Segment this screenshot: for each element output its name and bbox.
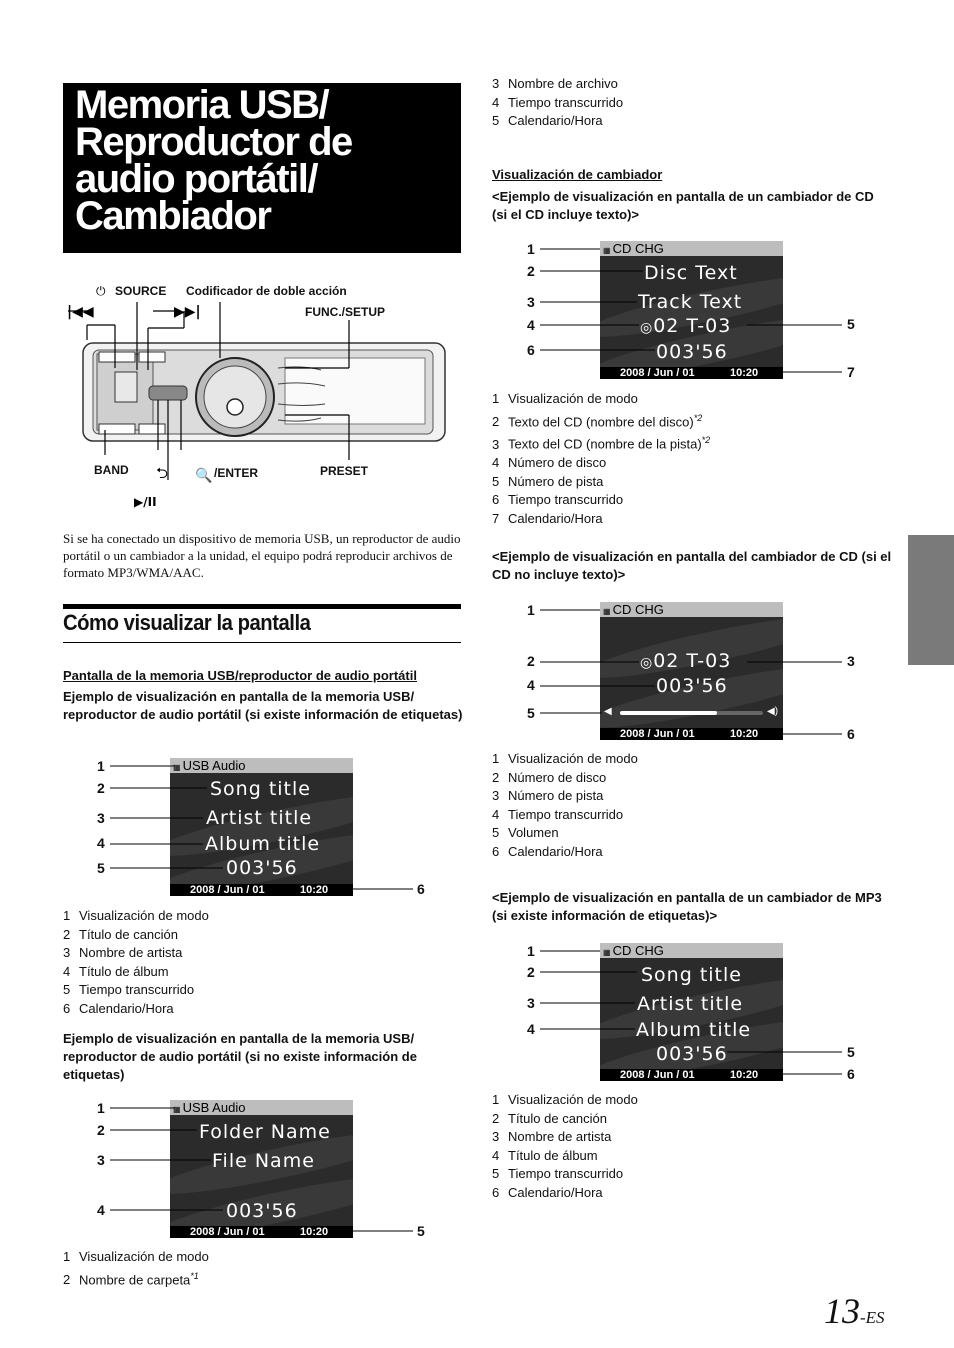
lcd-date: 2008 / Jun / 01 xyxy=(620,367,695,379)
lcd-line-2: File Name xyxy=(212,1150,315,1172)
list-item: 3 Nombre de archivo xyxy=(492,76,618,91)
section-heading: Cómo visualizar la pantalla xyxy=(63,610,311,635)
usb-example-2-list xyxy=(63,1248,209,1289)
title-block xyxy=(63,83,461,253)
lcd-line-3: Album title xyxy=(205,833,321,855)
list-item: 2 Texto del CD (nombre del disco)$^{*2}$ xyxy=(492,412,703,429)
list-item: 3 Nombre de artista xyxy=(492,1129,612,1144)
list-item: 3 Nombre de artista xyxy=(63,945,183,960)
power-icon: ⏻ xyxy=(96,284,106,298)
section-rule-top xyxy=(63,604,461,609)
list-item: 2 Título de canción xyxy=(492,1110,608,1126)
changer-example-2-list xyxy=(492,750,638,861)
list-item: 4 Tiempo transcurrido xyxy=(492,94,624,110)
device-illustration xyxy=(63,280,461,510)
lcd-cd-notext-callouts: 1 2 4 5 3 6 xyxy=(527,602,855,742)
list-item: 2 Número de disco xyxy=(492,769,607,785)
changer-example-3-list xyxy=(492,1091,638,1202)
list-item: 6 Calendario/Hora xyxy=(63,1000,174,1016)
lcd-date: 2008 / Jun / 01 xyxy=(190,884,265,896)
source-label: SOURCE xyxy=(115,284,167,298)
section-rule-bottom xyxy=(63,642,461,643)
disc-icon: ◎ xyxy=(640,655,654,671)
list-item: 3 Texto del CD (nombre de la pista)$^{*2}$ xyxy=(492,435,711,452)
lcd-line-3: Album title xyxy=(636,1019,752,1041)
lcd-mp3-tags-callouts: 1 2 3 4 5 6 xyxy=(527,943,855,1082)
list-item: 1 Visualización de modo xyxy=(492,391,638,406)
usb-example-1-title: Ejemplo de visualización en pantalla de la memoria USB/ reproductor de audio portátil (si existe información de etiquetas) xyxy=(63,689,463,722)
next-icon: ▶▶| xyxy=(174,304,201,320)
mode-icon: ▦ xyxy=(603,607,610,616)
changer-example-1-title: <Ejemplo de visualización en pantalla de un cambiador de CD (si el CD incluye texto)> xyxy=(492,189,874,222)
lcd-line-4: 003'56 xyxy=(656,341,728,363)
list-item: 5 Calendario/Hora xyxy=(492,113,603,128)
lcd-line-1: Folder Name xyxy=(199,1121,331,1143)
page-title: Memoria USB/ Reproductor de audio portátil/ Cambiador xyxy=(75,83,352,238)
lcd-line-4: 003'56 xyxy=(226,857,298,879)
list-item: 5 Tiempo transcurrido xyxy=(63,982,195,997)
lcd-line-1: Disc Text xyxy=(644,262,738,284)
usb-subheading: Pantalla de la memoria USB/reproductor de audio portátil xyxy=(63,668,417,683)
mode-icon: ▦ xyxy=(603,948,610,957)
band-label: BAND xyxy=(94,463,129,477)
func-setup-label: FUNC./SETUP xyxy=(305,305,386,319)
lcd-time: 10:20 xyxy=(300,884,329,896)
list-item: 6 Calendario/Hora xyxy=(492,843,603,859)
list-item: 4 Título de álbum xyxy=(63,963,169,979)
changer-example-2-title: <Ejemplo de visualización en pantalla del cambiador de CD (si el CD no incluye texto)> xyxy=(492,549,892,582)
usb-example-2-list-cont xyxy=(492,75,623,131)
list-item: 4 Tiempo transcurrido xyxy=(492,806,624,822)
prev-icon: |◀◀ xyxy=(67,304,94,320)
disc-icon: ◎ xyxy=(640,320,654,336)
preset-label: PRESET xyxy=(320,464,369,478)
lcd-time: 10:20 xyxy=(300,1226,329,1238)
volume-low-icon: ◀ xyxy=(604,706,612,717)
usb-example-1-list xyxy=(63,907,209,1018)
mode-icon: ▦ xyxy=(173,1105,180,1114)
section-tab xyxy=(908,535,954,665)
lcd-mode-text: CD CHG xyxy=(612,602,664,617)
list-item: 1 Visualización de modo xyxy=(63,1249,209,1264)
list-item: 5 Volumen xyxy=(492,825,559,840)
page-number xyxy=(824,1290,885,1332)
list-item: 2 Nombre de carpeta$^{*1}$ xyxy=(63,1270,199,1287)
lcd-line-3: 003'56 xyxy=(226,1200,298,1222)
list-item: 6 Calendario/Hora xyxy=(492,1184,603,1200)
lcd-line-2: 003'56 xyxy=(656,675,728,697)
changer-example-3-title: <Ejemplo de visualización en pantalla de un cambiador de MP3 (si existe información de etiquetas)> xyxy=(492,890,882,923)
list-item: 4 Título de álbum xyxy=(492,1147,598,1163)
lcd-line-1: Song title xyxy=(641,964,742,986)
lcd-line-2: Artist title xyxy=(637,993,744,1015)
usb-example-2-title: Ejemplo de visualización en pantalla de la memoria USB/ reproductor de audio portátil (si no existe información de etiquetas) xyxy=(63,1031,417,1082)
lcd-mode-text: USB Audio xyxy=(182,758,246,773)
list-item: 1 Visualización de modo xyxy=(63,908,209,923)
lcd-line-1: Song title xyxy=(210,778,311,800)
lcd-mode-text: CD CHG xyxy=(612,241,664,256)
list-item: 1 Visualización de modo xyxy=(492,1092,638,1107)
lcd-mode-text: CD CHG xyxy=(612,943,664,958)
lcd-line-2: Artist title xyxy=(206,807,313,829)
lcd-line-3: ◎02 T-03 xyxy=(640,315,732,337)
lcd-date: 2008 / Jun / 01 xyxy=(620,728,695,740)
lcd-mode-text: USB Audio xyxy=(182,1100,246,1115)
lcd-usb-tags-callouts: 1 2 3 4 5 6 xyxy=(97,758,425,897)
lcd-date: 2008 / Jun / 01 xyxy=(190,1226,265,1238)
list-item: 5 Número de pista xyxy=(492,473,604,489)
mode-icon: ▦ xyxy=(603,246,610,255)
encoder-label: Codificador de doble acción xyxy=(186,284,347,298)
page-number-suffix: -ES xyxy=(860,1308,885,1327)
page-number-value: 13 xyxy=(824,1291,860,1331)
lcd-line-1: ◎02 T-03 xyxy=(640,650,732,672)
list-item: 3 Número de pista xyxy=(492,788,604,803)
mode-icon: ▦ xyxy=(173,763,180,772)
lcd-time: 10:20 xyxy=(730,728,759,740)
list-item: 5 Tiempo transcurrido xyxy=(492,1166,624,1181)
play-pause-icon: ▶/II xyxy=(134,495,157,509)
lcd-time: 10:20 xyxy=(730,1069,759,1081)
lcd-line-4: 003'56 xyxy=(656,1043,728,1065)
lcd-usb-notags-callouts: 1 2 3 4 5 xyxy=(97,1100,425,1239)
list-item: 2 Título de canción xyxy=(63,926,179,942)
lcd-time: 10:20 xyxy=(730,367,759,379)
lcd-line-2: Track Text xyxy=(638,291,743,313)
list-item: 6 Tiempo transcurrido xyxy=(492,492,624,508)
changer-subheading: Visualización de cambiador xyxy=(492,167,663,182)
lcd-date: 2008 / Jun / 01 xyxy=(620,1069,695,1081)
lcd-cd-text-callouts: 1 2 3 4 6 5 7 xyxy=(527,241,855,380)
return-icon: ⮌ xyxy=(156,464,169,482)
changer-example-1-list xyxy=(492,390,710,528)
volume-high-icon: ◀) xyxy=(767,706,779,717)
list-item: 4 Número de disco xyxy=(492,455,607,471)
list-item: 7 Calendario/Hora xyxy=(492,510,603,526)
list-item: 1 Visualización de modo xyxy=(492,751,638,766)
intro-paragraph: Si se ha conectado un dispositivo de memoria USB, un reproductor de audio portátil o un cambiador a la unidad, el equipo podrá reproducir archivos de formato MP3/WMA/AAC. xyxy=(63,531,461,580)
enter-label: /ENTER xyxy=(214,466,259,480)
search-icon: 🔍 xyxy=(195,468,213,484)
